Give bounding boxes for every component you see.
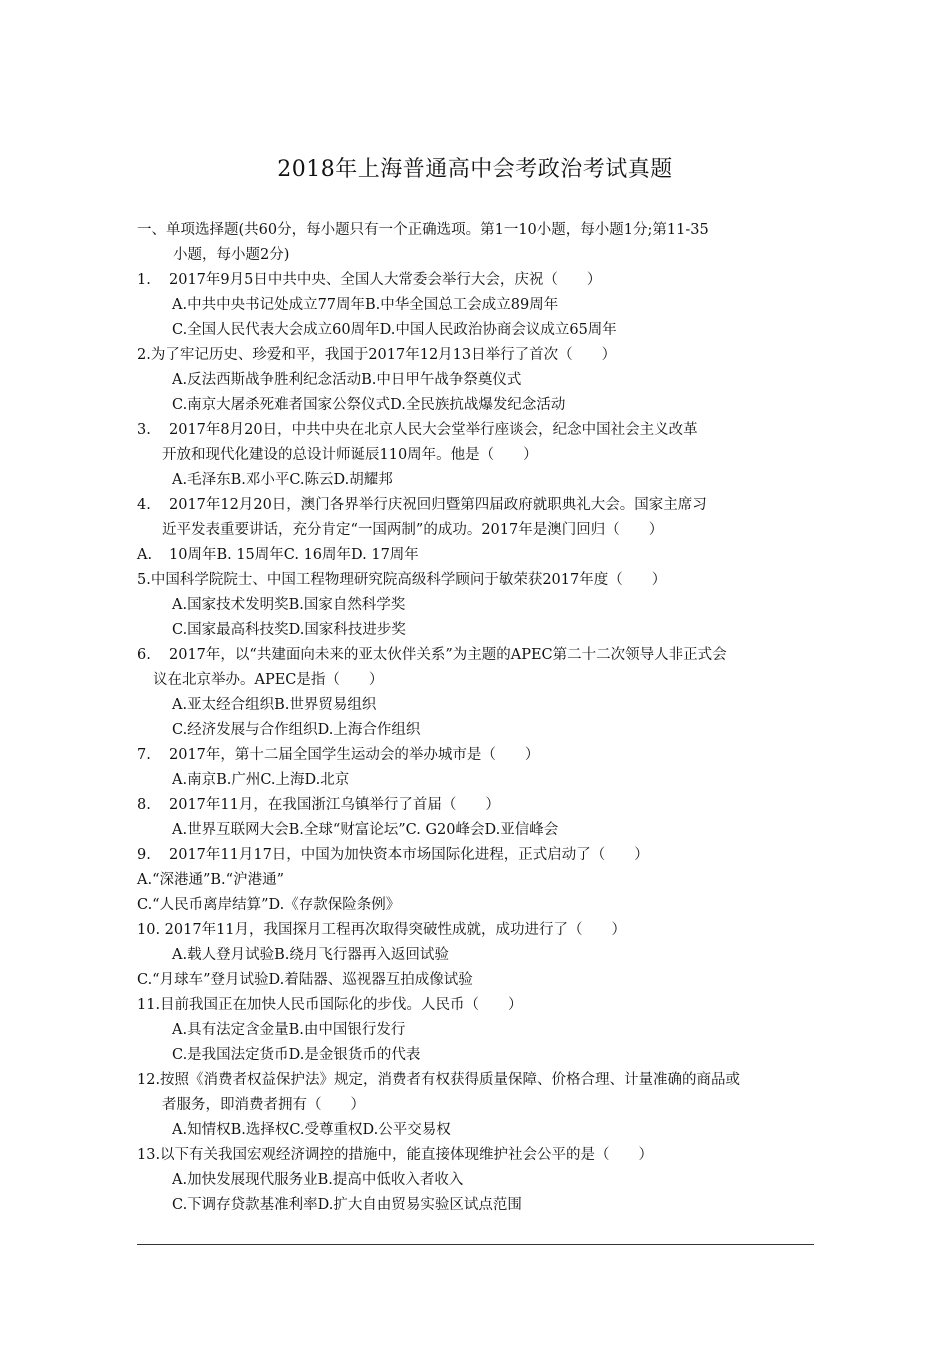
question-12-stem: 12.按照《消费者权益保护法》规定，消费者有权获得质量保障、价格合理、计量准确的商品或 bbox=[137, 1072, 741, 1088]
question-7-stem: 7. 2017年，第十二届全国学生运动会的举办城市是（ ） bbox=[137, 743, 817, 768]
question-7-number: 7. bbox=[137, 747, 151, 763]
question-2-stem: 2.为了牢记历史、珍爱和平，我国于2017年12月13日举行了首次（ ） bbox=[137, 347, 617, 363]
question-5-stem: 5.中国科学院院士、中国工程物理研究院高级科学顾问于敏荣获2017年度（ ） bbox=[137, 572, 667, 588]
question-1-number: 1. bbox=[137, 272, 151, 288]
question-4-number: 4. bbox=[137, 497, 151, 513]
question-13-options-cd: C.下调存贷款基准利率D.扩大自由贸易实验区试点范围 bbox=[172, 1197, 522, 1213]
question-2-options-cd: C.南京大屠杀死难者国家公祭仪式D.全民族抗战爆发纪念活动 bbox=[172, 397, 566, 413]
section-heading-cont: 小题，每小题2分) bbox=[173, 247, 290, 263]
question-4-stem: 4. 2017年12月20日，澳门各界举行庆祝回归暨第四届政府就职典礼大会。国家主席习 bbox=[137, 493, 817, 518]
question-6-options-ab: A.亚太经合组织B.世界贸易组织 bbox=[172, 697, 377, 713]
question-6-number: 6. bbox=[137, 647, 151, 663]
document-title: 2018年上海普通高中会考政治考试真题 bbox=[277, 157, 673, 182]
question-13-stem: 13.以下有关我国宏观经济调控的措施中，能直接体现维护社会公平的是（ ） bbox=[137, 1147, 654, 1163]
question-6-options-cd: C.经济发展与合作组织D.上海合作组织 bbox=[172, 722, 421, 738]
footer-divider bbox=[137, 1244, 814, 1245]
question-1-options-ab: A.中共中央书记处成立77周年B.中华全国总工会成立89周年 bbox=[172, 297, 559, 313]
question-12-options: A.知情权B.选择权C.受尊重权D.公平交易权 bbox=[172, 1122, 451, 1138]
question-9-stem: 9. 2017年11月17日，中国为加快资本市场国际化进程，正式启动了（ ） bbox=[137, 843, 817, 868]
section-heading: 一、单项选择题(共60分，每小题只有一个正确选项。第1一10小题，每小题1分;第11-35 bbox=[137, 222, 709, 238]
question-2-options-ab: A.反法西斯战争胜利纪念活动B.中日甲午战争祭奠仪式 bbox=[172, 372, 522, 388]
question-10-options-ab: A.载人登月试验B.绕月飞行器再入返回试验 bbox=[172, 947, 449, 963]
question-9-number: 9. bbox=[137, 847, 151, 863]
question-4-options: A. 10周年B. 15周年C. 16周年D. 17周年 bbox=[137, 547, 419, 563]
question-9-options-cd: C.“人民币离岸结算”D.《存款保险条例》 bbox=[137, 897, 401, 913]
question-3-number: 3. bbox=[137, 422, 151, 438]
question-6-stem: 6. 2017年，以“共建面向未来的亚太伙伴关系”为主题的APEC第二十二次领导人非正式会 bbox=[137, 643, 817, 668]
question-8-options: A.世界互联网大会B.全球“财富论坛”C. G20峰会D.亚信峰会 bbox=[172, 822, 559, 838]
question-1-stem: 1. 2017年9月5日中共中央、全国人大常委会举行大会，庆祝（ ） bbox=[137, 268, 817, 293]
question-9-options-ab: A.“深港通”B.“沪港通” bbox=[137, 872, 284, 888]
question-3-options: A.毛泽东B.邓小平C.陈云D.胡耀邦 bbox=[172, 472, 393, 488]
question-11-options-ab: A.具有法定含金量B.由中国银行发行 bbox=[172, 1022, 406, 1038]
question-4-stem-cont: 近平发表重要讲话，充分肯定“一国两制”的成功。2017年是澳门回归（ ） bbox=[162, 522, 664, 538]
question-1-options-cd: C.全国人民代表大会成立60周年D.中国人民政治协商会议成立65周年 bbox=[172, 322, 617, 338]
question-12-stem-cont: 者服务，即消费者拥有（ ） bbox=[162, 1097, 365, 1113]
question-10-options-cd: C.“月球车”登月试验D.着陆器、巡视器互拍成像试验 bbox=[137, 972, 473, 988]
question-7-options: A.南京B.广州C.上海D.北京 bbox=[172, 772, 350, 788]
question-13-options-ab: A.加快发展现代服务业B.提高中低收入者收入 bbox=[172, 1172, 464, 1188]
question-list bbox=[137, 218, 817, 1218]
question-11-stem: 11.目前我国正在加快人民币国际化的步伐。人民币（ ） bbox=[137, 997, 523, 1013]
question-5-options-ab: A.国家技术发明奖B.国家自然科学奖 bbox=[172, 597, 406, 613]
question-11-options-cd: C.是我国法定货币D.是金银货币的代表 bbox=[172, 1047, 421, 1063]
question-10-stem: 10. 2017年11月，我国探月工程再次取得突破性成就，成功进行了（ ） bbox=[137, 922, 627, 938]
question-8-number: 8. bbox=[137, 797, 151, 813]
question-3-stem-cont: 开放和现代化建设的总设计师诞辰110周年。他是（ ） bbox=[162, 447, 538, 463]
question-5-options-cd: C.国家最高科技奖D.国家科技进步奖 bbox=[172, 622, 406, 638]
question-8-stem: 8. 2017年11月，在我国浙江乌镇举行了首届（ ） bbox=[137, 793, 817, 818]
question-3-stem: 3. 2017年8月20日，中共中央在北京人民大会堂举行座谈会，纪念中国社会主义改革 bbox=[137, 418, 817, 443]
question-6-stem-cont: 议在北京举办。APEC是指（ ） bbox=[153, 672, 384, 688]
